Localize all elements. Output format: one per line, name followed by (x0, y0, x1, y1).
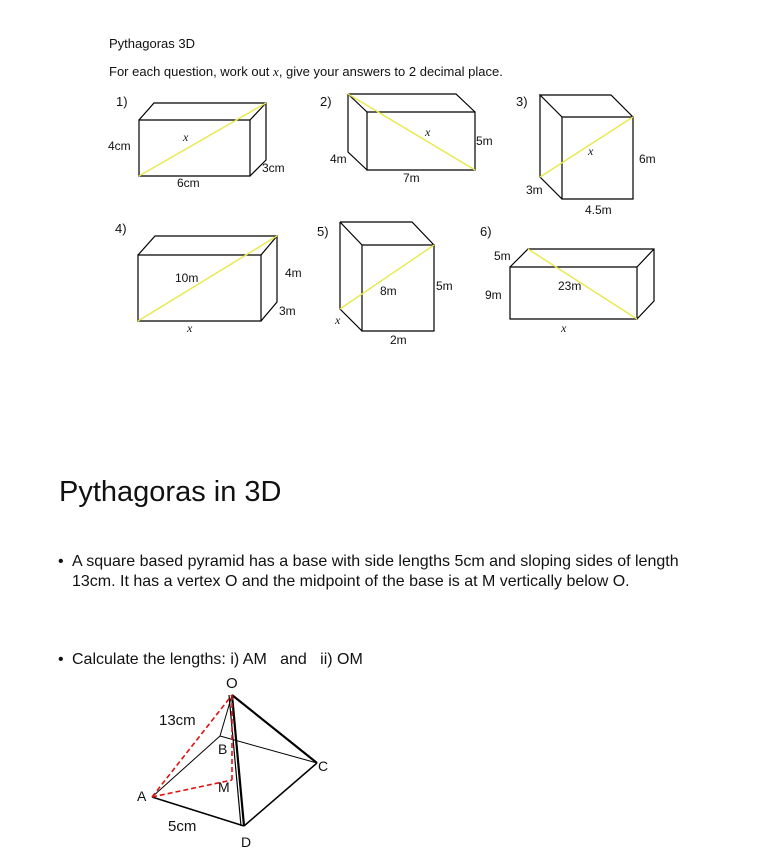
bullet-marker: • (58, 651, 64, 668)
bullet-task (58, 650, 698, 670)
q4-number: 4) (115, 221, 127, 236)
q6-diagonal (528, 249, 637, 319)
q4-cuboid (138, 236, 277, 321)
q6-height-label: 9m (485, 288, 502, 302)
base-length-label: 5cm (168, 818, 197, 835)
q6-number: 6) (480, 224, 492, 239)
q5-diagonal (340, 245, 434, 309)
midpoint-m-label: M (218, 779, 230, 795)
q5-height-label: 5m (436, 279, 453, 293)
q6-x-label: x (561, 321, 567, 335)
q4-x-label: x (187, 321, 193, 335)
q2-x-label: x (425, 125, 431, 139)
q1-height-label: 4cm (108, 139, 131, 153)
slide-heading: Pythagoras in 3D (59, 476, 282, 508)
q5-diagonal-label: 8m (380, 284, 397, 298)
worksheet-title: Pythagoras 3D (109, 36, 195, 51)
instruction-variable: x (273, 64, 279, 79)
q1-number: 1) (116, 94, 128, 109)
q2-cuboid (348, 94, 475, 170)
q2-height-label: 5m (476, 134, 493, 148)
q3-depth-label: 3m (526, 183, 543, 197)
bullet-task-text: Calculate the lengths: i) AM and ii) OM (72, 651, 363, 668)
vertex-a-label: A (137, 788, 147, 804)
q4-diagonal (138, 236, 277, 321)
q1-depth-label: 3cm (262, 161, 285, 175)
q6-depth-label: 5m (494, 249, 511, 263)
q5-x-label: x (335, 313, 341, 327)
q4-depth-label: 3m (279, 304, 296, 318)
vertex-c-label: C (318, 758, 329, 774)
q5-width-label: 2m (390, 333, 407, 347)
vertex-b-label: B (218, 741, 228, 757)
vertex-d-label: D (241, 834, 252, 850)
instruction-text-start: For each question, work out (109, 64, 274, 79)
q3-cuboid (540, 95, 633, 199)
q4-diagonal-label: 10m (175, 271, 199, 285)
q1-diagonal (139, 103, 266, 176)
q3-x-label: x (588, 144, 594, 158)
q4-height-label: 4m (285, 266, 302, 280)
bullet-problem (58, 552, 698, 592)
q3-diagonal (540, 117, 633, 177)
q5-number: 5) (317, 224, 329, 239)
q6-cuboid (510, 249, 654, 319)
slant-length-label: 13cm (159, 712, 196, 729)
bullet-marker: • (58, 553, 64, 570)
instruction-text-end: , give your answers to 2 decimal place. (278, 64, 503, 79)
bullet-problem-text: A square based pyramid has a base with side lengths 5cm and sloping sides of length 13cm. It has a vertex O and the midpoint of the base is at M vertically below O. (72, 553, 679, 590)
q3-length-label: 4.5m (585, 203, 612, 217)
q5-cuboid (340, 222, 434, 331)
q2-length-label: 7m (403, 171, 420, 185)
q1-length-label: 6cm (177, 176, 200, 190)
q2-depth-label: 4m (330, 152, 347, 166)
q2-number: 2) (320, 94, 332, 109)
q1-x-label: x (183, 130, 189, 144)
q3-height-label: 6m (639, 152, 656, 166)
vertex-o-label: O (226, 675, 238, 692)
q6-diagonal-label: 23m (558, 279, 582, 293)
q1-cuboid (139, 103, 266, 176)
q3-number: 3) (516, 94, 528, 109)
